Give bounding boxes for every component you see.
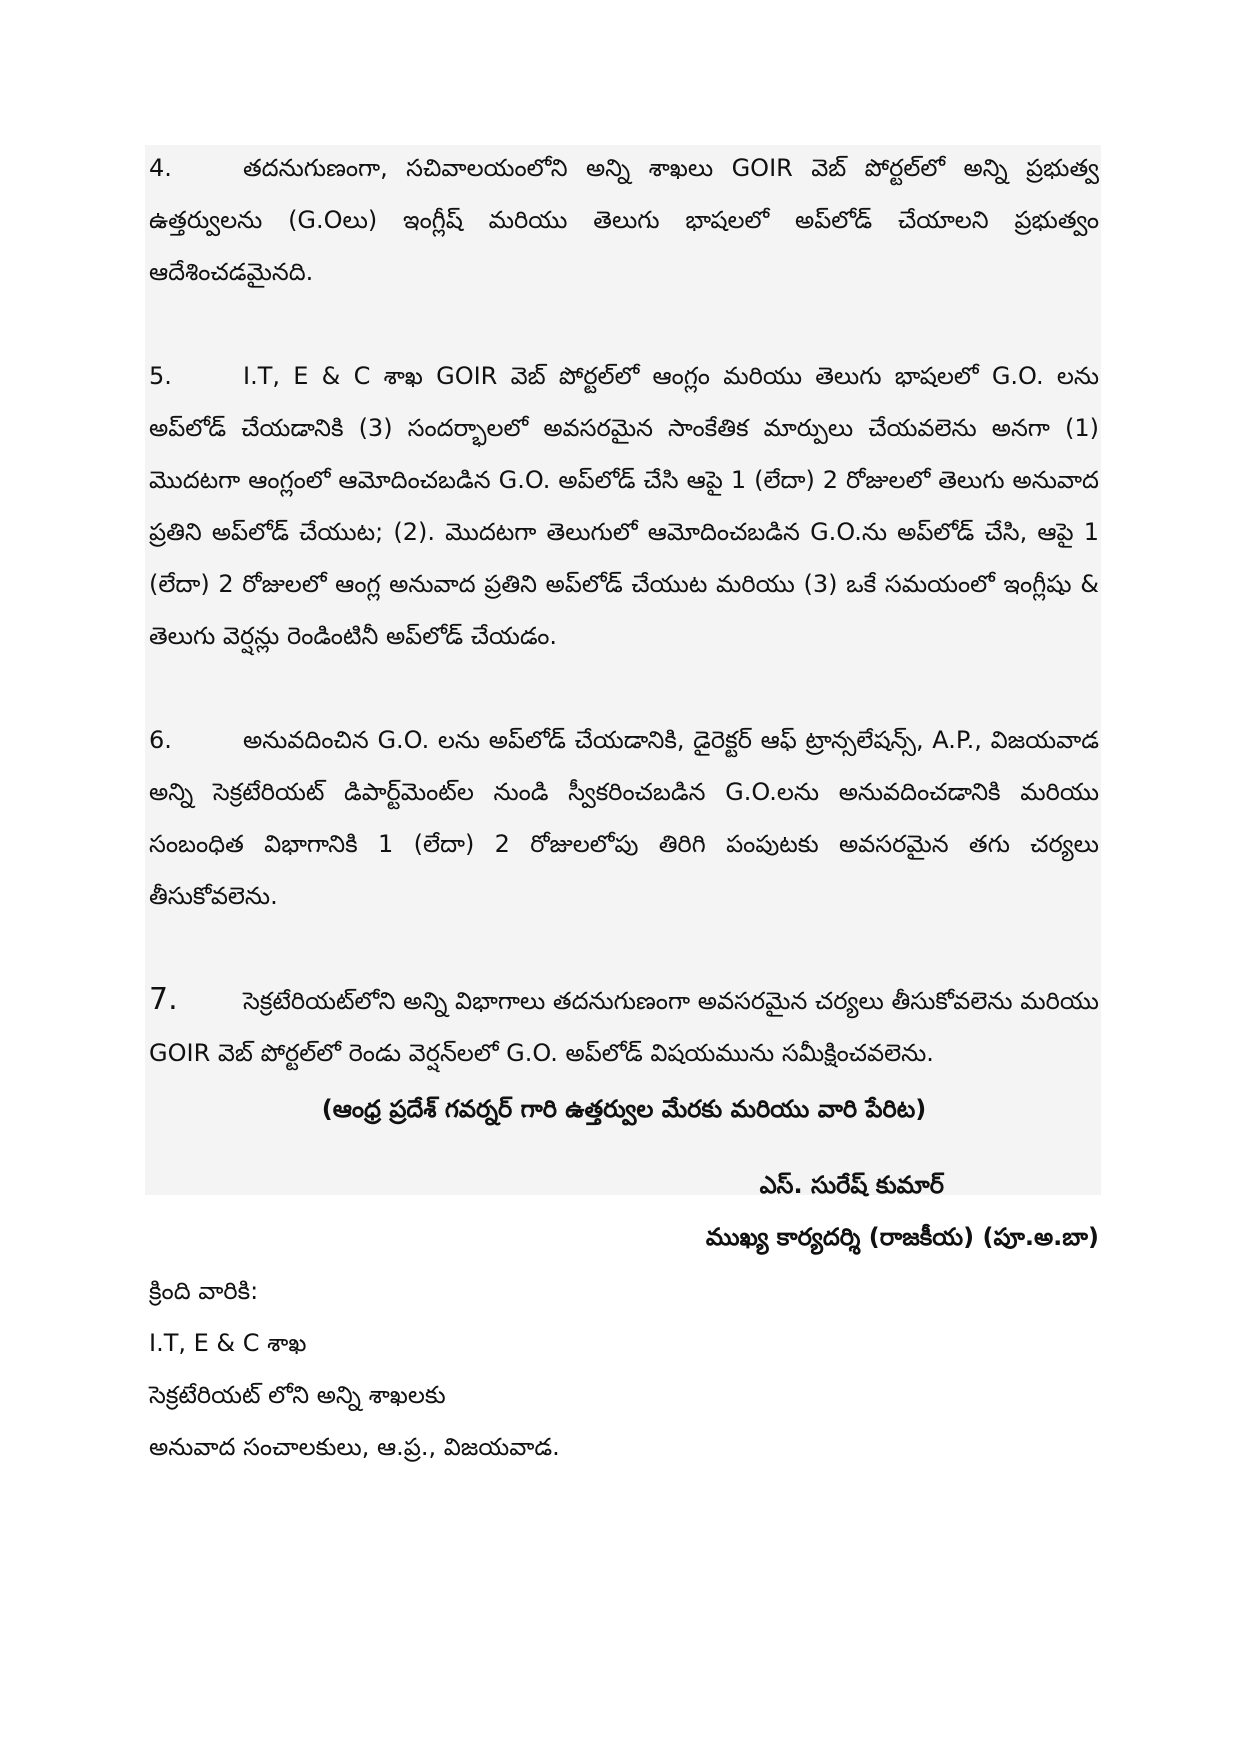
governor-order-line: (ఆంధ్ర ప్రదేశ్ గవర్నర్ గారి ఉత్తర్వుల మేరకు మరియు వారి పేరిట) <box>321 1095 927 1123</box>
paragraph-number: 6. <box>149 726 172 754</box>
paragraph-text: అనువదించిన G.O. లను అప్‌లోడ్ చేయడానికి, డైరెక్టర్ ఆఫ్ ట్రాన్సలేషన్స్, A.P., విజయవాడ అన్ని సెక్రటేరియట్ డిపార్ట్‌మెంట్‌ల నుండి స్వీకరించబడిన G.O.లను అనువదించడానికి మరియు సంబంధిత విభాగానికి 1 (లేదా) 2 రోజులలోపు తిరిగి పంపుటకు అవసరమైన తగు చర్యలు తీసుకోవలెను. <box>149 726 1099 910</box>
paragraph-text: I.T, E & C శాఖ GOIR వెబ్ పోర్టల్‌లో ఆంగ్లం మరియు తెలుగు భాషలలో G.O. లను అప్‌లోడ్ చేయడానికి (3) సందర్భాలలో అవసరమైన సాంకేతిక మార్పులు చేయవలెను అనగా (1) మొదటగా ఆంగ్లంలో ఆమోదించబడిన G.O. అప్‌లోడ్ చేసి ఆపై 1 (లేదా) 2 రోజులలో తెలుగు అనువాద ప్రతిని అప్‌లోడ్ చేయుట; (2). మొదటగా తెలుగులో ఆమోదించబడిన G.O.ను అప్‌లోడ్ చేసి, ఆపై 1 (లేదా) 2 రోజులలో ఆంగ్ల అనువాద ప్రతిని అప్‌లోడ్ చేయుట మరియు (3) ఒకే సమయంలో ఇంగ్లీషు & తెలుగు వెర్షన్లు రెండింటినీ అప్‌లోడ్ చేయడం. <box>149 362 1099 650</box>
document-body <box>149 142 1099 1473</box>
paragraph-text: తదనుగుణంగా, సచివాలయంలోని అన్ని శాఖలు GOIR వెబ్ పోర్టల్‌లో అన్ని ప్రభుత్వ ఉత్తర్వులను (G.Oలు) ఇంగ్లీష్ మరియు తెలుగు భాషలలో అప్‌లోడ్ చేయాలని ప్రభుత్వం ఆదేశించడమైనది. <box>149 154 1099 286</box>
recipient-item: అనువాద సంచాలకులు, ఆ.ప్ర., విజయవాడ. <box>149 1433 560 1461</box>
recipient-item: సెక్రటేరియట్ లోని అన్ని శాఖలకు <box>149 1381 446 1409</box>
recipient-item: I.T, E & C శాఖ <box>149 1329 307 1357</box>
paragraph-7 <box>149 974 1099 1079</box>
paragraph-4 <box>149 142 1099 298</box>
recipients-heading: క్రింది వారికి: <box>149 1277 259 1305</box>
paragraph-text: సెక్రటేరియట్‌లోని అన్ని విభాగాలు తదనుగుణంగా అవసరమైన చర్యలు తీసుకోవలెను మరియు GOIR వెబ్ పోర్టల్‌లో రెండు వెర్షన్‌లలో G.O. అప్‌లోడ్ విషయమును సమీక్షించవలెను. <box>149 987 1099 1067</box>
paragraph-number: 7. <box>149 982 178 1017</box>
paragraph-6 <box>149 714 1099 922</box>
paragraph-number: 5. <box>149 362 172 390</box>
paragraph-number: 4. <box>149 154 172 182</box>
signatory-name: ఎస్. సురేష్ కుమార్ <box>759 1171 944 1199</box>
paragraph-5 <box>149 350 1099 662</box>
recipients-block <box>149 1265 1099 1473</box>
signatory-designation: ముఖ్య కార్యదర్శి (రాజకీయ) (పూ.అ.బా) <box>705 1223 1099 1251</box>
